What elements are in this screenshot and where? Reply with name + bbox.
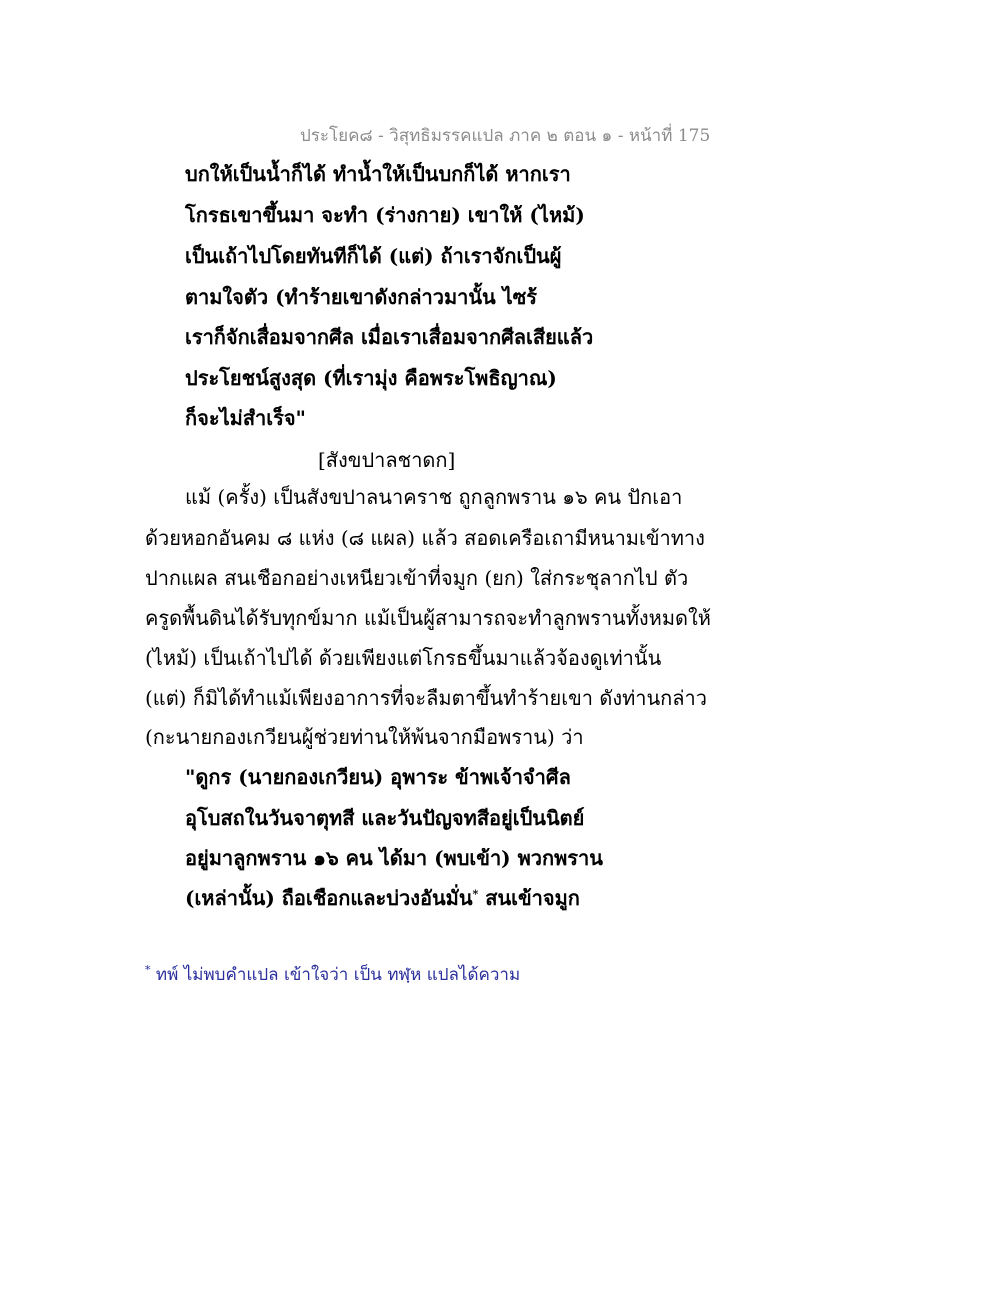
verse-line: ก็จะไม่สำเร็จ" <box>185 406 306 430</box>
verse-line: โกรธเขาขึ้นมา จะทำ (ร่างกาย) เขาให้ (ไหม้) <box>185 203 585 227</box>
verse-line <box>185 878 580 918</box>
footnote <box>145 960 520 990</box>
page-header: ประโยค๘ - วิสุทธิมรรคแปล ภาค ๒ ตอน ๑ - หน้าที่ 175 <box>300 126 711 146</box>
verse-line: "ดูกร (นายกองเกวียน) อุพาระ ข้าพเจ้าจำศีล <box>185 765 571 789</box>
paragraph-line: (แต่) ก็มิได้ทำแม้เพียงอาการที่จะลืมตาขึ้นทำร้ายเขา ดังท่านกล่าว <box>145 686 708 710</box>
paragraph-line: ครูดพื้นดินได้รับทุกข์มาก แม้เป็นผู้สามารถจะทำลูกพรานทั้งหมดให้ <box>145 606 711 630</box>
verse-line: เป็นเถ้าไปโดยทันทีก็ได้ (แต่) ถ้าเราจักเป็นผู้ <box>185 244 562 268</box>
verse-line: อยู่มาลูกพราน ๑๖ คน ได้มา (พบเข้า) พวกพราน <box>185 846 603 870</box>
verse-line: อุโบสถในวันจาตุทสี และวันปัญจทสีอยู่เป็นนิตย์ <box>185 806 585 830</box>
verse-line: ตามใจตัว (ทำร้ายเขาดังกล่าวมานั้น ไซร้ <box>185 285 538 309</box>
paragraph-line: ปากแผล สนเชือกอย่างเหนียวเข้าที่จมูก (ยก) ใส่กระชุลากไป ตัว <box>145 566 689 590</box>
footnote-marker: * <box>472 887 479 901</box>
verse-line: ประโยชน์สูงสุด (ที่เรามุ่ง คือพระโพธิญาณ) <box>185 366 557 390</box>
footnote-text: ทพ์ ไม่พบคำแปล เข้าใจว่า เป็น ทฬฺห แปลได้ความ <box>150 965 521 985</box>
paragraph-line: แม้ (ครั้ง) เป็นสังขปาลนาคราช ถูกลูกพราน ๑๖ คน ปักเอา <box>185 485 683 509</box>
paragraph-line: (กะนายกองเกวียนผู้ช่วยท่านให้พ้นจากมือพราน) ว่า <box>145 725 584 749</box>
citation: [สังขปาลชาดก] <box>318 448 456 472</box>
paragraph-line: (ไหม้) เป็นเถ้าไปได้ ด้วยเพียงแต่โกรธขึ้นมาแล้วจ้องดูเท่านั้น <box>145 646 662 670</box>
paragraph-line: ด้วยหอกอันคม ๘ แห่ง (๘ แผล) แล้ว สอดเครือเถามีหนามเข้าทาง <box>145 526 705 550</box>
verse-text: สนเข้าจมูก <box>478 886 580 910</box>
verse-line: บกให้เป็นน้ำก็ได้ ทำน้ำให้เป็นบกก็ได้ หากเรา <box>185 162 571 186</box>
footnote-marker: * <box>145 963 151 977</box>
verse-text: (เหล่านั้น) ถือเชือกและบ่วงอันมั่น <box>185 886 473 910</box>
verse-line: เราก็จักเสื่อมจากศีล เมื่อเราเสื่อมจากศีลเสียแล้ว <box>185 325 594 349</box>
